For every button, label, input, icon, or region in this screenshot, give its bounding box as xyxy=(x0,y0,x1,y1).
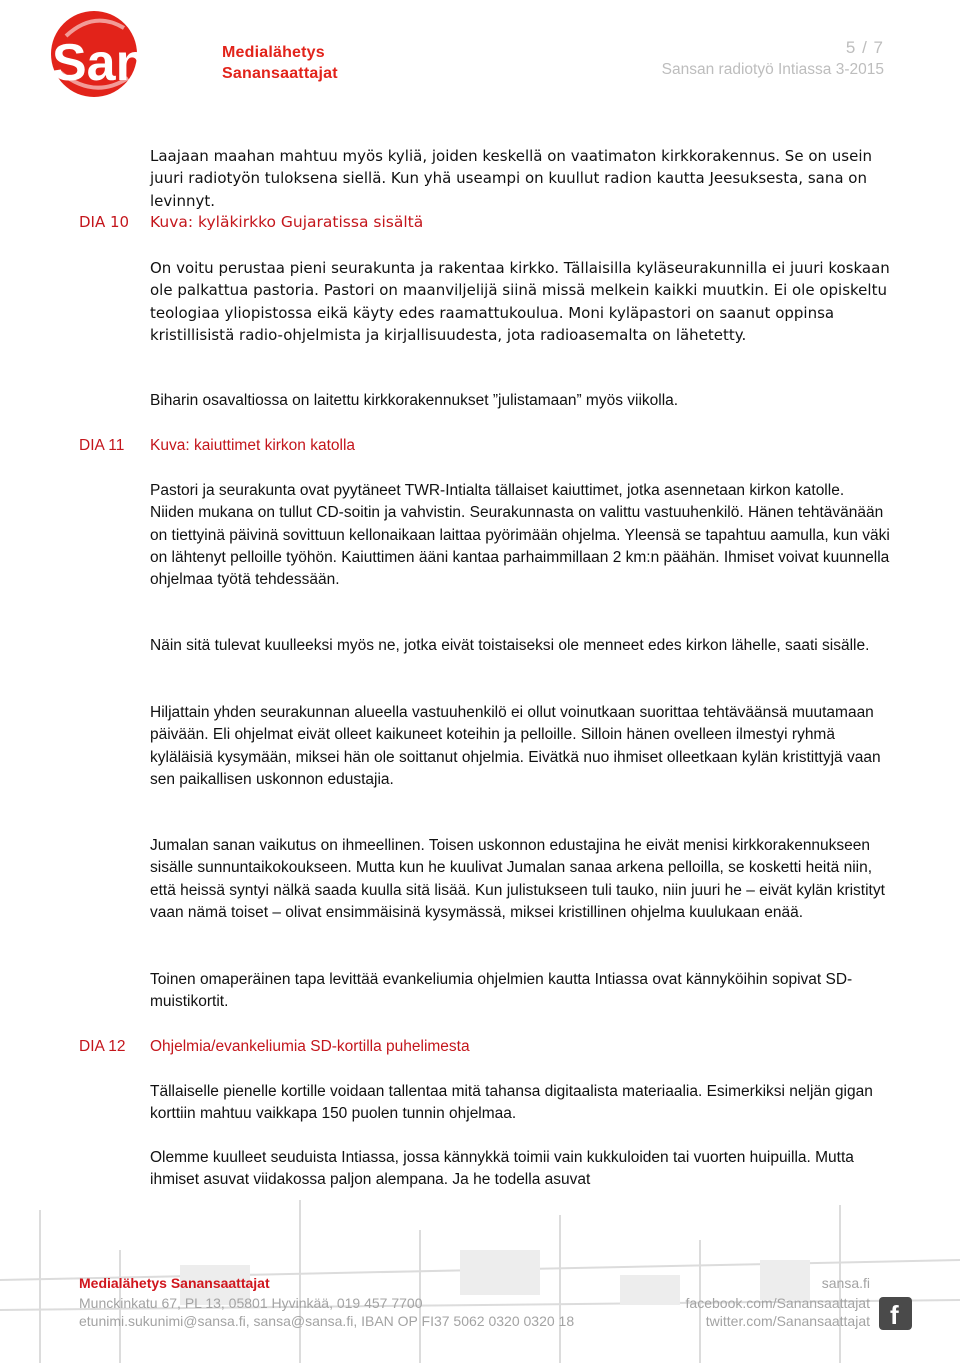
dia-10-label: DIA 10 xyxy=(79,213,130,231)
page-header xyxy=(0,0,960,110)
dia-11-heading: Kuva: kaiuttimet kirkon katolla xyxy=(150,437,356,454)
brand-line-1: Medialähetys xyxy=(222,44,325,61)
facebook-glyph: f xyxy=(890,1300,899,1330)
dia-12-heading: Ohjelmia/evankeliumia SD-kortilla puhelimesta xyxy=(150,1038,470,1055)
paragraph-1: Laajaan maahan mahtuu myös kyliä, joiden keskellä on vaatimaton kirkkorakennus. Se on usein juuri radiotyön tuloksena siellä. Kun yhä useampi on kuullut radion kautta Jeesuksesta, sana on levinnyt. xyxy=(150,147,872,210)
paragraph-7: Jumalan sanan vaikutus on ihmeellinen. Toisen uskonnon edustajina he eivät menisi kirkkorakennukseen sisälle sunnuntaikokoukseen. Mutta kun he kuulivat Jumalan sanaa arkena pelloilla, se kosketti heitä niin, että heissä syntyi nälkä saada kuulla sitä lisää. Kun julistukseen tuli tauko, niin juuri he – eivät kylän kristityt vaan nämä toiset – olivat ensimmäisinä kysymässä, miksei kristillinen ohjelma kuulukaan enää. xyxy=(150,837,885,921)
publication-title: Sansan radiotyö Intiassa 3-2015 xyxy=(661,61,884,78)
footer-address: Munckinkatu 67, PL 13, 05801 Hyvinkää, 019 457 7700 xyxy=(79,1295,423,1311)
brand-name xyxy=(222,42,338,84)
facebook-link[interactable]: facebook.com/Sanansaattajat xyxy=(685,1295,870,1311)
sansa-logo xyxy=(46,6,218,104)
paragraph-4: Pastori ja seurakunta ovat pyytäneet TWR-Intialta tällaiset kaiuttimet, jotka asennetaan kirkon katolle. Niiden mukana on tullut CD-soitin ja vahvistin. Seurakunnasta on valittu vastuuhenkilö. Hänen tehtävänään on tiettyinä päivinä sovittuun kellonaikaan laittaa pyörimään ohjelma. Yleensä se tapahtuu aamulla, kun väki on lähtenyt pelloille työhön. Kaiuttimen ääni kantaa parhaimmillaan 2 km:n päähän. Ihmiset voivat kuunnella ohjelmaa työtä tehdessään. xyxy=(150,482,890,589)
paragraph-3: Biharin osavaltiossa on laitettu kirkkorakennukset ”julistamaan” myös viikolla. xyxy=(150,392,679,409)
footer-org-name: Medialähetys Sanansaattajat xyxy=(79,1275,270,1291)
footer-contact: etunimi.sukunimi@sansa.fi, sansa@sansa.fi, IBAN OP FI37 5062 0320 0320 18 xyxy=(79,1313,575,1329)
dia-10-heading: Kuva: kyläkirkko Gujaratissa sisältä xyxy=(150,213,424,231)
paragraph-6: Hiljattain yhden seurakunnan alueella vastuuhenkilö ei ollut voinutkaan suorittaa tehtäväänsä muutamaan päivään. Eli ohjelmat eivät olleet kaikuneet koteihin ja pelloille. Silloin hänen ovelleen ilmestyi ryhmä kyläläisiä kysymään, miksei hän ole soittanut ohjelmia. Eivätkä nuo ihmiset olleetkaan kylän kristittyjä vaan sen paikallisen uskonnon edustajia. xyxy=(150,704,881,788)
dia-11-label: DIA 11 xyxy=(79,437,125,454)
paragraph-5: Näin sitä tulevat kuulleeksi myös ne, jotka eivät toistaiseksi ole menneet edes kirkon lähelle, saati sisälle. xyxy=(150,637,870,654)
website-link[interactable]: sansa.fi xyxy=(821,1275,870,1291)
svg-text:Sansa: Sansa xyxy=(52,34,206,92)
brand-line-2: Sanansaattajat xyxy=(222,65,338,82)
facebook-icon[interactable] xyxy=(879,1297,912,1330)
twitter-link[interactable]: twitter.com/Sanansaattajat xyxy=(705,1313,870,1329)
paragraph-10: Olemme kuulleet seuduista Intiassa, jossa kännykkä toimii vain kukkuloiden tai vuorten huipuilla. Mutta ihmiset asuvat viidakossa paljon alempana. Ja he todella asuvat xyxy=(150,1149,854,1189)
paragraph-9: Tällaiselle pienelle kortille voidaan tallentaa mitä tahansa digitaalista materiaalia. Esimerkiksi neljän gigan korttiin mahtuu vaikkapa 150 puolen tunnin ohjelmaa. xyxy=(150,1083,873,1123)
page-number: 5 / 7 xyxy=(845,38,884,57)
dia-12-label: DIA 12 xyxy=(79,1038,126,1055)
paragraph-8: Toinen omaperäinen tapa levittää evankeliumia ohjelmien kautta Intiassa ovat kännyköihin sopivat SD-muistikortit. xyxy=(150,971,853,1011)
paragraph-2: On voitu perustaa pieni seurakunta ja rakentaa kirkko. Tällaisilla kyläseurakunnilla ei juuri koskaan ole palkattua pastoria. Pastori on maanviljelijä siinä missä melkein kaikki muutkin. Ei ole opiskeltu teologiaa yliopistossa eikä käyty edes raamattukoulua. Moni kyläpastori on saanut oppinsa kristillisistä radio-ohjelmista ja kirjallisuudesta, jota radioasemalta on lähetetty. xyxy=(150,259,890,344)
